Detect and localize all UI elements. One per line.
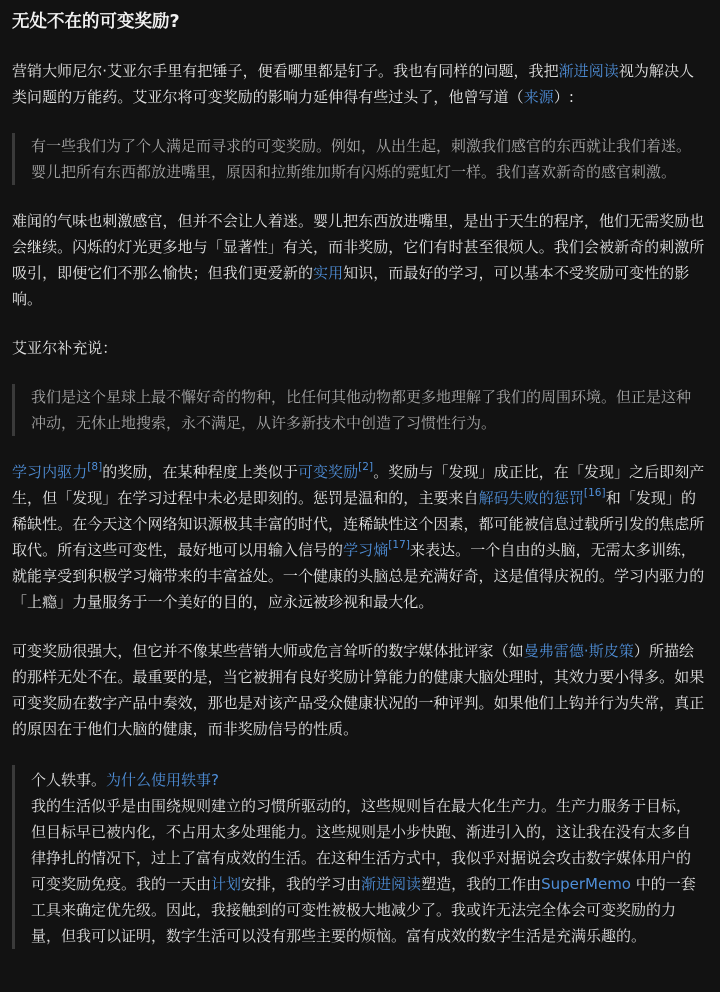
link-supermemo[interactable]: SuperMemo — [541, 875, 631, 893]
link-source[interactable]: 来源 — [523, 88, 554, 106]
anecdote-block — [12, 765, 708, 949]
text: 知识，而最好的学习，可以基本不受奖励可变性的影响。 — [12, 264, 690, 308]
reference-8[interactable]: [8] — [87, 461, 103, 473]
text: 。奖励与「发现」成正比，在「发现」之后即刻产生，但「发现」在学习过程中未必是即刻的。惩罚是温和的，主要来自 — [12, 463, 705, 507]
link-incremental-reading-2[interactable]: 渐进阅读 — [361, 875, 422, 893]
anecdote-text — [31, 793, 704, 949]
text: 难闻的气味也刺激感官，但并不会让人着迷。婴儿把东西放进嘴里，是出于天生的程序，他们无需奖励也会继续。闪烁的灯光更多地与「显著性」有关，而非奖励，它们有时甚至很烦人。我们会被新奇的刺激所吸引，即便它们不那么愉快；但我们更爱新的 — [12, 212, 705, 282]
text: 可变奖励很强大，但它并不像某些营销大师或危言耸听的数字媒体批评家（如 — [12, 642, 524, 660]
blockquote-eyal-2 — [12, 384, 708, 436]
text: 营销大师尼尔·艾亚尔手里有把锤子，便看哪里都是钉子。我也有同样的问题，我把 — [12, 62, 559, 80]
text: 视为解决人类问题的万能药。艾亚尔将可变奖励的影响力延伸得有些过头了，他曾写道（ — [12, 62, 695, 106]
text: 安排，我的学习由 — [241, 875, 362, 893]
text: 和「发现」的稀缺性。在今天这个网络知识源极其丰富的时代，连稀缺性这个因素，都可能被信息过载所引发的焦虑所取代。所有这些可变性，最好地可以用输入信号的 — [12, 489, 705, 559]
paragraph-intro — [12, 58, 708, 110]
anecdote-heading — [31, 767, 704, 793]
reference-17[interactable]: [17] — [388, 539, 411, 551]
quote-text: 我们是这个星球上最不懈好奇的物种，比任何其他动物都更多地理解了我们的周围环境。但正是这种冲动，无休止地搜索，永不满足，从许多新技术中创造了习惯性行为。 — [31, 388, 692, 432]
link-why-anecdotes[interactable]: 为什么使用轶事? — [106, 771, 219, 789]
paragraph-rebuttal — [12, 208, 708, 312]
anecdote-label: 个人轶事。 — [31, 771, 107, 789]
link-spitzer[interactable]: 曼弗雷德·斯皮策 — [523, 642, 634, 660]
text: 我的生活似乎是由围绕规则建立的习惯所驱动的，这些规则旨在最大化生产力。生产力服务于目标，但目标早已被内化，不占用太多处理能力。这些规则是小步快跑、渐进引入的，这让我在没有太多自律挣扎的情况下，过上了富有成效的生活。在这种生活方式中，我似乎对据说会攻击数字媒体用户的可变奖励免疫。我的一天由 — [31, 797, 692, 893]
paragraph-conclusion — [12, 638, 708, 742]
link-variable-reward[interactable]: 可变奖励 — [297, 463, 359, 481]
link-plan[interactable]: 计划 — [211, 875, 242, 893]
article-title: 无处不在的可变奖励? — [12, 12, 180, 32]
link-learning-entropy[interactable]: 学习熵 — [343, 541, 389, 559]
reference-2[interactable]: [2] — [358, 461, 374, 473]
link-incremental-reading[interactable]: 渐进阅读 — [558, 62, 619, 80]
link-learn-drive[interactable]: 学习内驱力 — [12, 463, 88, 481]
quote-text: 有一些我们为了个人满足而寻求的可变奖励。例如，从出生起，刺激我们感官的东西就让我们着迷。婴儿把所有东西都放进嘴里，原因和拉斯维加斯有闪烁的霓虹灯一样。我们喜欢新奇的感官刺激。 — [31, 137, 692, 181]
text: ）: — [553, 88, 574, 106]
text: 中的一套工具来确定优先级。因此，我接触到的可变性被极大地减少了。我或许无法完全体会可变奖励的力量，但我可以证明，数字生活可以没有那些主要的烦恼。富有成效的数字生活是充满乐趣的。 — [31, 875, 696, 945]
link-decode-fail[interactable]: 解码失败的惩罚 — [478, 489, 584, 507]
reference-16[interactable]: [16] — [583, 487, 606, 499]
text: 来表达。一个自由的头脑，无需太多训练，就能享受到积极学习熵带来的丰富益处。一个健康的头脑总是充满好奇，这是值得庆祝的。学习内驱力的「上瘾」力量服务于一个美好的目的，应永远被珍视和最大化。 — [12, 541, 705, 611]
text: 塑造，我的工作由 — [421, 875, 542, 893]
text: 的奖励，在某种程度上类似于 — [102, 463, 298, 481]
paragraph-learn-drive — [12, 459, 708, 615]
blockquote-eyal-1 — [12, 133, 708, 185]
paragraph-eyal-adds: 艾亚尔补充说： — [12, 339, 118, 357]
text: ）所描绘的那样无处不在。最重要的是，当它被拥有良好奖励计算能力的健康大脑处理时，其效力要小得多。如果可变奖励在数字产品中奏效，那也是对该产品受众健康状况的一种评判。如果他们上钩并行为失常，真正的原因在于他们大脑的健康，而非奖励信号的性质。 — [12, 642, 705, 738]
link-practical[interactable]: 实用 — [313, 264, 344, 282]
